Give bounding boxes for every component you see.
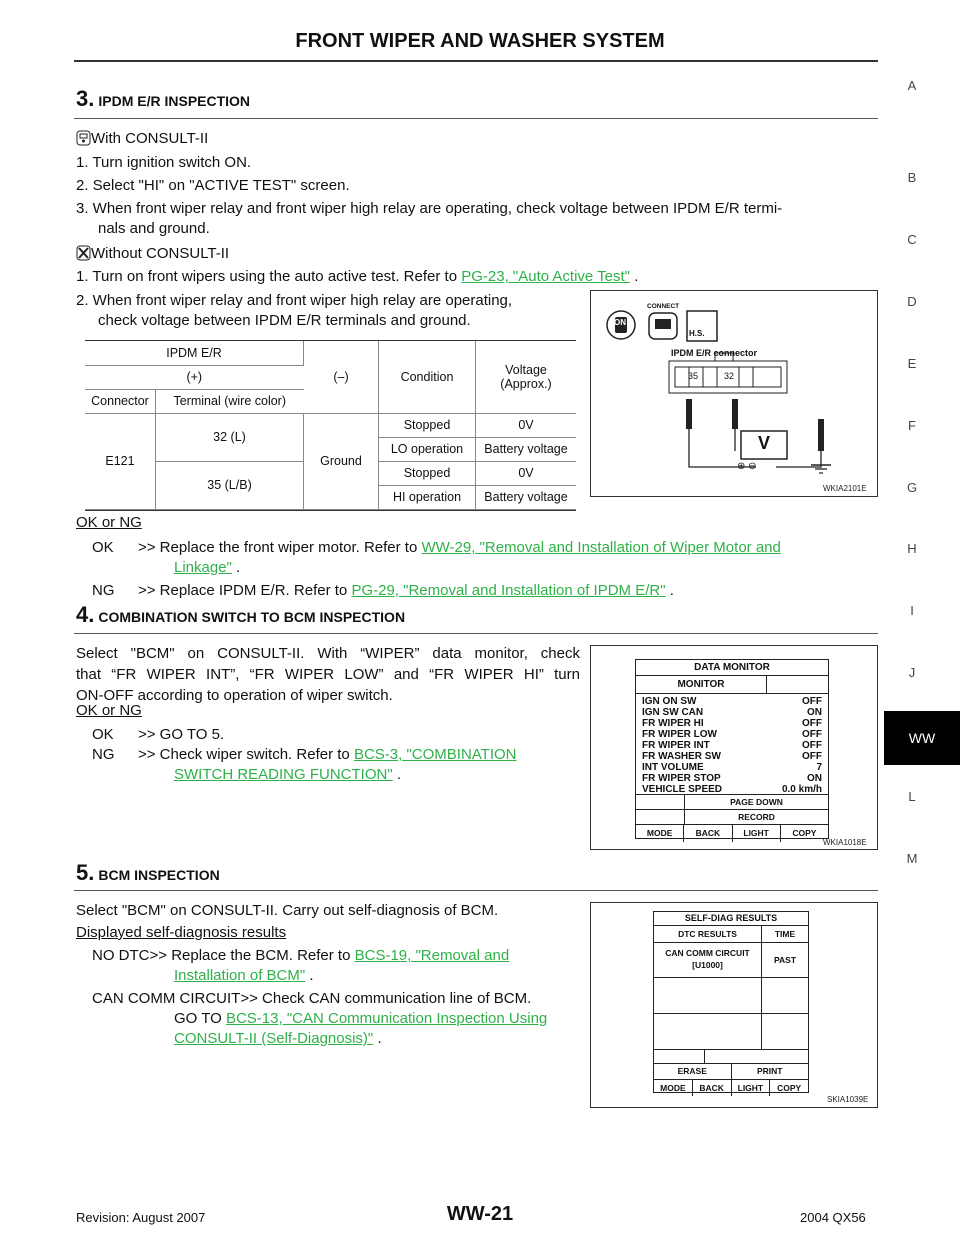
with-step-3-cont: nals and ground. [98, 220, 210, 237]
sidebar-letter-d[interactable]: D [907, 294, 917, 309]
sd-past-value: PAST [773, 955, 797, 965]
connect-label: CONNECT [647, 303, 680, 310]
ok-ng-label-3: OK or NG [76, 514, 142, 531]
section-number: 5. [76, 860, 95, 885]
without-step-2: 2. When front wiper relay and front wiper high relay are operating, [76, 292, 513, 309]
dm-item: FR WASHER SW OFF [642, 751, 822, 762]
td-volt: Battery voltage [476, 485, 577, 509]
without-step-1: 1. Turn on front wipers using the auto active test. Refer to PG-23, "Auto Active Test" . [76, 268, 639, 285]
link-pg-23[interactable]: PG-23, "Auto Active Test" [461, 268, 631, 285]
sidebar-letter-e[interactable]: E [907, 356, 917, 371]
sd-can-row: CAN COMM CIRCUIT [U1000] [654, 943, 762, 977]
with-step-3: 3. When front wiper relay and front wiper high relay are operating, check voltage between IPDM E/R termi- [76, 200, 783, 217]
section-3-heading [76, 86, 250, 112]
dm-item: IGN SW CAN ON [642, 707, 822, 718]
section-number: 4. [76, 602, 95, 627]
pin-35: 35 [688, 371, 699, 381]
self-diag-figure [590, 902, 878, 1108]
figure-code: WKIA2101E [823, 484, 867, 493]
sd-time-header: TIME [774, 929, 796, 939]
nodtc-line: NO DTC>> Replace the BCM. Refer to BCS-19, "Removal and [92, 947, 510, 964]
dm-page-down-button[interactable]: PAGE DOWN [730, 797, 783, 807]
footer-revision: Revision: August 2007 [76, 1210, 206, 1225]
data-monitor-screen [635, 659, 829, 839]
voltage-table [85, 340, 576, 511]
ok-label-3: OK [92, 539, 114, 556]
consult-icon [76, 130, 91, 146]
sd-erase-button[interactable]: ERASE [654, 1064, 732, 1079]
sidebar-letter-f[interactable]: F [908, 418, 916, 433]
self-diag-screen [653, 911, 809, 1093]
link-bcs-13-cont[interactable]: CONSULT-II (Self-Diagnosis)" [174, 1030, 374, 1047]
with-consult-label: With CONSULT-II [76, 128, 208, 149]
link-bcs-3-cont[interactable]: SWITCH READING FUNCTION" [174, 766, 393, 783]
sidebar-letter-m[interactable]: M [906, 851, 918, 866]
no-consult-icon [76, 245, 91, 261]
ng-text-3: >> Replace IPDM E/R. Refer to PG-29, "Removal and Installation of IPDM E/R" . [138, 582, 674, 599]
footer-model: 2004 QX56 [800, 1210, 866, 1225]
th-ipdm: IPDM E/R [85, 341, 304, 365]
link-bcs-3[interactable]: BCS-3, "COMBINATION [353, 746, 517, 763]
link-pg-29[interactable]: PG-29, "Removal and Installation of IPDM E/R" [351, 582, 666, 599]
link-bcs-19[interactable]: BCS-19, "Removal and [354, 947, 510, 964]
sidebar-letter-h[interactable]: H [907, 541, 917, 556]
th-condition: Condition [379, 341, 476, 413]
can-line: CAN COMM CIRCUIT>> Check CAN communication line of BCM. [92, 990, 532, 1007]
section-number: 3. [76, 86, 95, 111]
link-ww-29[interactable]: WW-29, "Removal and Installation of Wiper Motor and [421, 539, 781, 556]
th-voltage: Voltage (Approx.) [476, 341, 577, 413]
link-bcs-19-cont[interactable]: Installation of BCM" [174, 967, 306, 984]
figure-code: SKIA1039E [827, 1095, 869, 1104]
meter-plus-icon: ⊕ ⊖ [737, 461, 757, 472]
dm-item: FR WIPER INT OFF [642, 740, 822, 751]
can-line-cont: GO TO BCS-13, "CAN Communication Inspection Using [174, 1010, 548, 1027]
results-label: Displayed self-diagnosis results [76, 924, 287, 941]
td-ground: Ground [304, 413, 379, 509]
td-volt: 0V [476, 413, 577, 437]
section-5-heading [76, 860, 220, 886]
td-cond: LO operation [379, 437, 476, 461]
th-minus: (–) [304, 341, 379, 413]
sidebar-letter-l[interactable]: L [908, 789, 916, 804]
sd-back-button[interactable]: BACK [693, 1080, 732, 1096]
section-title: BCM INSPECTION [98, 867, 220, 883]
page-title: FRONT WIPER AND WASHER SYSTEM [295, 30, 665, 52]
voltmeter-label: V [757, 433, 770, 453]
with-step-2: 2. Select "HI" on "ACTIVE TEST" screen. [76, 177, 350, 194]
ok-text-3: >> Replace the front wiper motor. Refer to WW-29, "Removal and Installation of Wiper Motor and [138, 539, 781, 556]
section-4-para: Select "BCM" on CONSULT-II. With “WIPER” data monitor, check that “FR WIPER INT”, “FR WIPER LOW” and “FR WIPER HI” turn ON-OFF according to operation of wiper switch. [76, 645, 580, 704]
td-term-35: 35 (L/B) [156, 461, 304, 509]
th-connector: Connector [85, 389, 156, 413]
sidebar-letter-g[interactable]: G [906, 480, 918, 495]
section-rule [74, 890, 878, 891]
dm-item: IGN ON SW OFF [642, 696, 822, 707]
td-cond: Stopped [379, 413, 476, 437]
dm-list [636, 694, 828, 795]
section-title: COMBINATION SWITCH TO BCM INSPECTION [98, 609, 406, 625]
ok-ng-label-4: OK or NG [76, 702, 142, 719]
figure-code: WKIA1018E [823, 838, 867, 847]
section-title: IPDM E/R INSPECTION [98, 93, 251, 109]
sidebar-letter-a[interactable]: A [907, 78, 917, 93]
dm-title: DATA MONITOR [636, 660, 828, 676]
ng-label-4: NG [92, 746, 115, 763]
dm-copy-button[interactable]: COPY [792, 828, 817, 838]
section-rule [74, 118, 878, 119]
footer-page-number: WW-21 [446, 1203, 514, 1225]
dm-item: FR WIPER LOW OFF [642, 729, 822, 740]
td-cond: Stopped [379, 461, 476, 485]
can-line-cont2: CONSULT-II (Self-Diagnosis)" . [174, 1030, 382, 1047]
connector-label: IPDM E/R connector [671, 348, 758, 358]
sd-copy-button[interactable]: COPY [777, 1083, 802, 1093]
dm-item: FR WIPER HI OFF [642, 718, 822, 729]
section-5-para: Select "BCM" on CONSULT-II. Carry out self-diagnosis of BCM. [76, 902, 499, 919]
nodtc-line-cont: Installation of BCM" . [174, 967, 314, 984]
dm-back-button[interactable]: BACK [684, 825, 732, 842]
dm-item: FR WIPER STOP ON [642, 773, 822, 784]
dm-item: INT VOLUME 7 [642, 762, 822, 773]
section-4-heading [76, 602, 405, 628]
th-terminal: Terminal (wire color) [156, 389, 304, 413]
without-step-2-cont: check voltage between IPDM E/R terminals and ground. [98, 312, 471, 329]
section-rule [74, 633, 878, 634]
ng-text-4-cont: SWITCH READING FUNCTION" . [174, 766, 401, 783]
ng-label-3: NG [92, 582, 115, 599]
sd-mode-button[interactable]: MODE [654, 1080, 693, 1096]
sd-light-button[interactable]: LIGHT [732, 1080, 771, 1096]
header-rule [74, 60, 878, 62]
sidebar-letter-i[interactable]: I [910, 603, 914, 618]
ok-text-3-cont: Linkage" . [174, 559, 241, 576]
td-volt: Battery voltage [476, 437, 577, 461]
dm-item: VEHICLE SPEED 0.0 km/h [642, 784, 822, 795]
th-plus: (+) [85, 365, 304, 389]
hs-label: H.S. [689, 329, 705, 338]
data-monitor-figure [590, 645, 878, 850]
dm-mode-button[interactable]: MODE [636, 825, 684, 842]
link-bcs-13[interactable]: BCS-13, "CAN Communication Inspection Using [225, 1010, 548, 1027]
ng-text-4: >> Check wiper switch. Refer to BCS-3, "COMBINATION [138, 746, 517, 763]
sidebar-letter-b[interactable]: B [907, 170, 917, 185]
td-connector: E121 [85, 413, 156, 509]
pin-32: 32 [724, 371, 735, 381]
sd-print-button[interactable]: PRINT [757, 1066, 783, 1076]
dm-record-button[interactable]: RECORD [738, 812, 775, 822]
dm-monitor-header: MONITOR [636, 676, 767, 693]
ok-text-4: >> GO TO 5. [138, 726, 225, 743]
sidebar-letter-j[interactable]: J [908, 665, 916, 680]
sd-title: SELF-DIAG RESULTS [654, 912, 808, 926]
ignition-on-label: ON [614, 318, 626, 327]
sidebar-letter-c[interactable]: C [907, 232, 917, 247]
link-ww-29-cont[interactable]: Linkage" [174, 559, 232, 576]
without-consult-label: Without CONSULT-II [76, 243, 229, 264]
sd-dtc-header: DTC RESULTS [654, 926, 762, 942]
with-step-1: 1. Turn ignition switch ON. [76, 154, 252, 171]
td-volt: 0V [476, 461, 577, 485]
sidebar-tab-ww[interactable]: WW [884, 711, 960, 765]
ok-label-4: OK [92, 726, 114, 743]
ipdm-connector-figure [590, 290, 878, 497]
td-term-32: 32 (L) [156, 413, 304, 461]
dm-light-button[interactable]: LIGHT [733, 825, 781, 842]
td-cond: HI operation [379, 485, 476, 509]
